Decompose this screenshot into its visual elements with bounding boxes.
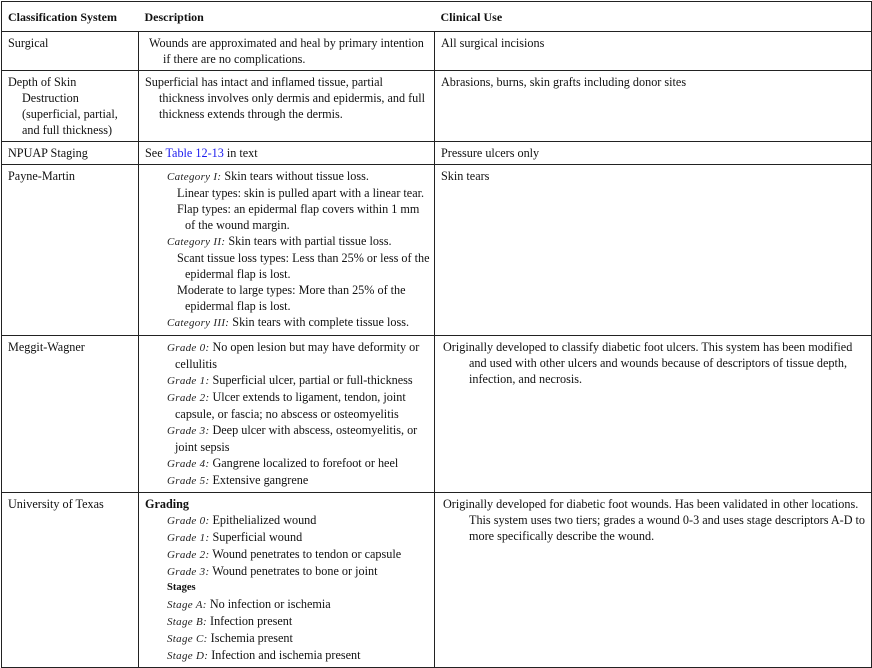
item-label: Grade 0: <box>167 515 210 527</box>
item-label: Stage D: <box>167 650 209 662</box>
system-name-line: (superficial, partial, <box>22 107 118 121</box>
description-prefix: See <box>145 146 166 160</box>
clinical-use-cell <box>435 493 872 668</box>
grading-heading: Grading <box>145 497 190 511</box>
header-classification-system: Classification System <box>2 2 139 32</box>
item-label: Category I: <box>167 171 222 183</box>
item-label: Grade 5: <box>167 475 210 487</box>
item-text: No open lesion but may have deformity or cellulitis <box>175 340 420 371</box>
sub-item-text: Linear types: skin is pulled apart with a linear tear. <box>177 186 425 200</box>
item-label: Stage A: <box>167 599 207 611</box>
description-item <box>167 201 430 233</box>
item-label: Grade 1: <box>167 532 210 544</box>
item-text: Superficial ulcer, partial or full-thickness <box>209 373 413 387</box>
clinical-use-text: Originally developed for diabetic foot wounds. Has been validated in other locations. This system uses two tiers; grades a wound 0-3 and uses stage descriptors A-D to more specifically describe the wound. <box>443 497 866 543</box>
item-text: Infection present <box>206 614 293 628</box>
description-item <box>167 314 430 331</box>
table-12-13-link[interactable]: Table 12-13 <box>165 146 224 160</box>
item-text: Skin tears with complete tissue loss. <box>229 315 409 329</box>
sub-item-text: Scant tissue loss types: Less than 25% or less of the epidermal flap is lost. <box>177 251 430 281</box>
item-label: Category III: <box>167 317 230 329</box>
description-item <box>167 168 430 185</box>
description-item <box>167 613 430 630</box>
clinical-use-cell <box>435 32 872 71</box>
description-item <box>167 529 430 546</box>
clinical-use-cell <box>435 336 872 493</box>
description-item <box>167 472 430 489</box>
system-name: Surgical <box>8 36 49 50</box>
item-text: Skin tears with partial tissue loss. <box>225 234 392 248</box>
item-label: Grade 4: <box>167 458 210 470</box>
clinical-use-text: Originally developed to classify diabetic foot ulcers. This system has been modified and used with other ulcers and wounds because of descriptors of tissue depth, infection, and necrosis. <box>443 340 853 386</box>
grading-list <box>145 512 430 580</box>
system-cell <box>2 71 139 142</box>
description-item <box>167 185 430 201</box>
item-text: Wound penetrates to tendon or capsule <box>209 547 402 561</box>
wound-classification-table <box>1 1 872 668</box>
description-cell <box>139 165 435 336</box>
system-name: Payne-Martin <box>8 169 76 183</box>
item-label: Category II: <box>167 236 226 248</box>
description-text: Wounds are approximated and heal by primary intention if there are no complications. <box>149 36 424 66</box>
system-name-line: Depth of Skin <box>8 75 77 89</box>
system-name: Meggit-Wagner <box>8 340 85 354</box>
system-name-line: Destruction <box>22 91 79 105</box>
description-cell <box>139 71 435 142</box>
description-item <box>167 233 430 250</box>
header-description: Description <box>139 2 435 32</box>
description-cell <box>139 493 435 668</box>
item-text: Wound penetrates to bone or joint <box>209 564 378 578</box>
table-row <box>2 71 872 142</box>
table-row <box>2 336 872 493</box>
item-text: Ulcer extends to ligament, tendon, joint capsule, or fascia; no abscess or osteomyelitis <box>175 390 406 421</box>
system-cell <box>2 493 139 668</box>
item-text: No infection or ischemia <box>206 597 331 611</box>
item-text: Gangrene localized to forefoot or heel <box>209 456 399 470</box>
system-cell <box>2 165 139 336</box>
clinical-use-cell <box>435 71 872 142</box>
description-text: Superficial has intact and inflamed tissue, partial thickness involves only dermis and epidermis, and full thickness extends through the dermis. <box>145 75 426 121</box>
item-text: Ischemia present <box>207 631 293 645</box>
description-item <box>167 372 430 389</box>
table-row <box>2 142 872 165</box>
description-list <box>145 168 430 331</box>
system-name: University of Texas <box>8 497 104 511</box>
description-item <box>167 339 430 372</box>
item-text: Extensive gangrene <box>209 473 309 487</box>
description-item <box>167 422 430 455</box>
clinical-use-text: Abrasions, burns, skin grafts including donor sites <box>441 75 687 89</box>
table-header-row <box>2 2 872 32</box>
description-item <box>167 563 430 580</box>
description-cell <box>139 32 435 71</box>
item-text: Infection and ischemia present <box>208 648 361 662</box>
stages-heading: Stages <box>167 582 196 593</box>
clinical-use-text: Skin tears <box>441 169 490 183</box>
sub-item-text: Moderate to large types: More than 25% of the epidermal flap is lost. <box>177 283 406 313</box>
item-label: Grade 3: <box>167 566 210 578</box>
description-item <box>167 647 430 664</box>
clinical-use-cell <box>435 165 872 336</box>
description-list <box>145 339 430 489</box>
description-item <box>167 455 430 472</box>
sub-item-text: Flap types: an epidermal flap covers within 1 mm of the wound margin. <box>177 202 420 232</box>
clinical-use-text: Pressure ulcers only <box>441 146 540 160</box>
table-row <box>2 493 872 668</box>
item-label: Grade 3: <box>167 425 210 437</box>
item-text: Deep ulcer with abscess, osteomyelitis, or joint sepsis <box>175 423 418 454</box>
system-name: NPUAP Staging <box>8 146 88 160</box>
description-item <box>167 389 430 422</box>
item-label: Stage B: <box>167 616 207 628</box>
description-suffix: in text <box>223 146 258 160</box>
description-item <box>167 596 430 613</box>
clinical-use-text: All surgical incisions <box>441 36 545 50</box>
system-cell <box>2 142 139 165</box>
system-name-line: and full thickness) <box>22 123 113 137</box>
table-row <box>2 32 872 71</box>
description-cell <box>139 142 435 165</box>
description-item <box>167 630 430 647</box>
table-row <box>2 165 872 336</box>
item-text: Superficial wound <box>209 530 303 544</box>
clinical-use-cell <box>435 142 872 165</box>
stages-list <box>145 596 430 664</box>
item-label: Grade 2: <box>167 392 210 404</box>
header-clinical-use: Clinical Use <box>435 2 872 32</box>
item-label: Grade 0: <box>167 342 210 354</box>
item-text: Epithelialized wound <box>209 513 317 527</box>
item-label: Grade 1: <box>167 375 210 387</box>
item-label: Stage C: <box>167 633 208 645</box>
description-cell <box>139 336 435 493</box>
description-item <box>167 282 430 314</box>
item-label: Grade 2: <box>167 549 210 561</box>
description-item <box>167 546 430 563</box>
system-cell <box>2 32 139 71</box>
description-item <box>167 512 430 529</box>
item-text: Skin tears without tissue loss. <box>221 169 369 183</box>
system-cell <box>2 336 139 493</box>
description-item <box>167 250 430 282</box>
